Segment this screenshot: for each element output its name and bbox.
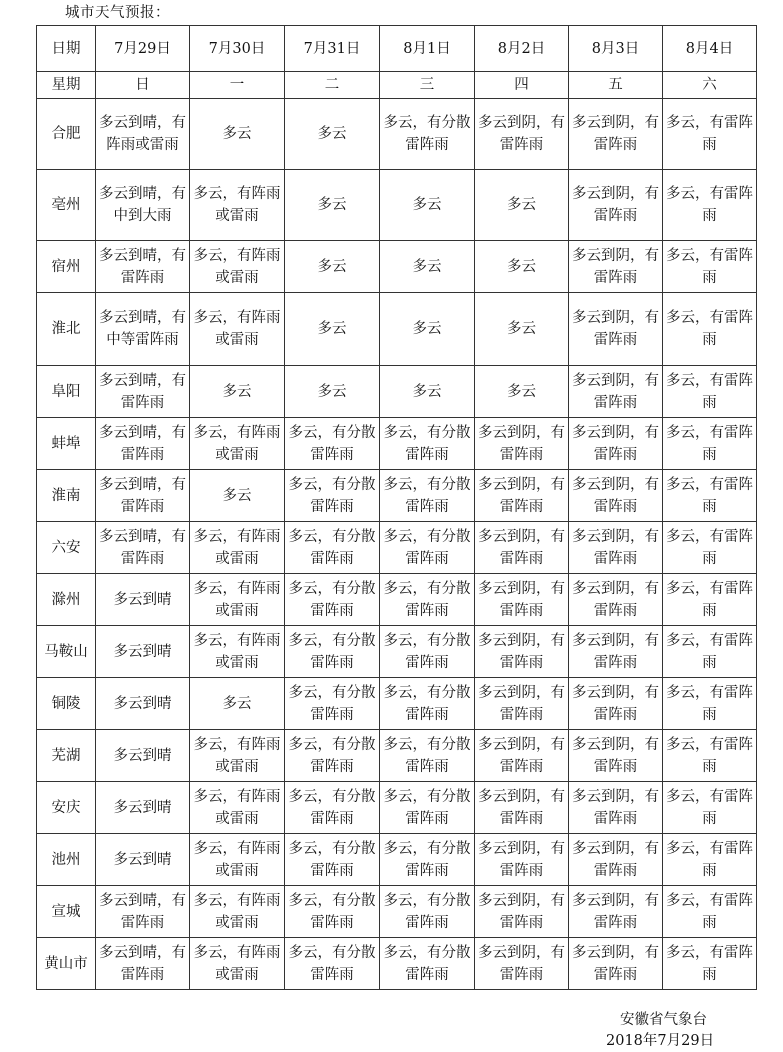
forecast-cell: 多云，有分散雷阵雨 (380, 886, 475, 938)
forecast-cell: 多云，有雷阵雨 (663, 886, 757, 938)
date-header-cell: 8月2日 (475, 26, 569, 72)
forecast-cell: 多云到晴 (96, 782, 190, 834)
forecast-cell: 多云到阴，有雷阵雨 (475, 782, 569, 834)
city-name: 安庆 (37, 782, 96, 834)
forecast-cell: 多云，有分散雷阵雨 (380, 626, 475, 678)
forecast-cell: 多云到阴，有雷阵雨 (569, 678, 663, 730)
forecast-cell: 多云 (285, 241, 380, 293)
date-header-cell: 8月4日 (663, 26, 757, 72)
forecast-cell: 多云 (475, 366, 569, 418)
forecast-cell: 多云 (380, 170, 475, 241)
forecast-cell: 多云到阴，有雷阵雨 (475, 886, 569, 938)
forecast-cell: 多云，有分散雷阵雨 (380, 99, 475, 170)
forecast-cell: 多云到阴，有雷阵雨 (569, 470, 663, 522)
forecast-cell: 多云，有阵雨或雷雨 (190, 626, 285, 678)
city-name: 宣城 (37, 886, 96, 938)
forecast-cell: 多云，有雷阵雨 (663, 470, 757, 522)
date-header-label: 日期 (37, 26, 96, 72)
forecast-cell: 多云到阴，有雷阵雨 (475, 626, 569, 678)
forecast-cell: 多云到阴，有雷阵雨 (475, 938, 569, 990)
forecast-cell: 多云，有雷阵雨 (663, 938, 757, 990)
date-header-cell: 7月29日 (96, 26, 190, 72)
table-row (37, 418, 757, 470)
forecast-cell: 多云到晴，有中到大雨 (96, 170, 190, 241)
weekday-header-row (37, 72, 757, 99)
forecast-cell: 多云，有分散雷阵雨 (380, 782, 475, 834)
city-name: 淮南 (37, 470, 96, 522)
forecast-cell: 多云到晴 (96, 834, 190, 886)
table-row (37, 834, 757, 886)
forecast-cell: 多云，有分散雷阵雨 (380, 834, 475, 886)
forecast-cell: 多云，有雷阵雨 (663, 522, 757, 574)
forecast-cell: 多云到晴，有雷阵雨 (96, 366, 190, 418)
forecast-cell: 多云 (475, 170, 569, 241)
forecast-cell: 多云，有阵雨或雷雨 (190, 241, 285, 293)
city-name: 滁州 (37, 574, 96, 626)
forecast-cell: 多云，有阵雨或雷雨 (190, 170, 285, 241)
weekday-header-cell: 四 (475, 72, 569, 99)
date-header-cell: 8月1日 (380, 26, 475, 72)
forecast-cell: 多云，有雷阵雨 (663, 574, 757, 626)
forecast-cell: 多云到阴，有雷阵雨 (569, 366, 663, 418)
forecast-cell: 多云，有雷阵雨 (663, 730, 757, 782)
forecast-cell: 多云到阴，有雷阵雨 (569, 99, 663, 170)
forecast-cell: 多云到晴，有雷阵雨 (96, 470, 190, 522)
forecast-cell: 多云到阴，有雷阵雨 (569, 730, 663, 782)
forecast-cell: 多云 (475, 293, 569, 366)
forecast-cell: 多云到晴，有雷阵雨 (96, 418, 190, 470)
forecast-cell: 多云 (380, 293, 475, 366)
forecast-cell: 多云，有雷阵雨 (663, 418, 757, 470)
table-row (37, 170, 757, 241)
forecast-cell: 多云到阴，有雷阵雨 (475, 730, 569, 782)
forecast-cell: 多云，有雷阵雨 (663, 626, 757, 678)
forecast-cell: 多云到晴，有雷阵雨 (96, 522, 190, 574)
forecast-cell: 多云，有分散雷阵雨 (285, 730, 380, 782)
city-name: 蚌埠 (37, 418, 96, 470)
table-row (37, 782, 757, 834)
forecast-cell: 多云到阴，有雷阵雨 (569, 241, 663, 293)
forecast-cell: 多云，有分散雷阵雨 (380, 938, 475, 990)
city-name: 亳州 (37, 170, 96, 241)
date-header-cell: 7月31日 (285, 26, 380, 72)
weekday-header-cell: 日 (96, 72, 190, 99)
forecast-cell: 多云到阴，有雷阵雨 (569, 418, 663, 470)
forecast-cell: 多云到晴 (96, 730, 190, 782)
forecast-cell: 多云，有分散雷阵雨 (285, 626, 380, 678)
forecast-cell: 多云到晴，有雷阵雨 (96, 241, 190, 293)
forecast-cell: 多云到阴，有雷阵雨 (569, 522, 663, 574)
forecast-cell: 多云，有雷阵雨 (663, 170, 757, 241)
forecast-cell: 多云，有分散雷阵雨 (285, 470, 380, 522)
forecast-cell: 多云 (190, 366, 285, 418)
date-header-cell: 8月3日 (569, 26, 663, 72)
forecast-cell: 多云，有阵雨或雷雨 (190, 293, 285, 366)
forecast-cell: 多云到晴 (96, 574, 190, 626)
table-row (37, 470, 757, 522)
forecast-cell: 多云到阴，有雷阵雨 (475, 522, 569, 574)
forecast-cell: 多云到晴，有雷阵雨 (96, 938, 190, 990)
forecast-cell: 多云，有雷阵雨 (663, 293, 757, 366)
forecast-cell: 多云 (475, 241, 569, 293)
forecast-cell: 多云，有阵雨或雷雨 (190, 886, 285, 938)
table-row (37, 574, 757, 626)
forecast-cell: 多云到阴，有雷阵雨 (475, 834, 569, 886)
forecast-cell: 多云到阴，有雷阵雨 (569, 170, 663, 241)
table-row (37, 626, 757, 678)
city-name: 淮北 (37, 293, 96, 366)
weekday-header-cell: 一 (190, 72, 285, 99)
city-name: 合肥 (37, 99, 96, 170)
forecast-cell: 多云，有阵雨或雷雨 (190, 730, 285, 782)
city-name: 六安 (37, 522, 96, 574)
forecast-cell: 多云，有阵雨或雷雨 (190, 418, 285, 470)
forecast-cell: 多云到晴，有阵雨或雷雨 (96, 99, 190, 170)
forecast-cell: 多云，有分散雷阵雨 (285, 938, 380, 990)
forecast-cell: 多云到晴 (96, 678, 190, 730)
forecast-cell: 多云到阴，有雷阵雨 (569, 886, 663, 938)
forecast-cell: 多云到晴 (96, 626, 190, 678)
forecast-cell: 多云到阴，有雷阵雨 (569, 293, 663, 366)
city-name: 宿州 (37, 241, 96, 293)
forecast-cell: 多云到晴，有雷阵雨 (96, 886, 190, 938)
issue-date: 2018年7月29日 (606, 1033, 715, 1049)
forecast-cell: 多云，有阵雨或雷雨 (190, 938, 285, 990)
forecast-table (36, 25, 757, 990)
forecast-cell: 多云，有分散雷阵雨 (285, 678, 380, 730)
forecast-cell: 多云到阴，有雷阵雨 (475, 678, 569, 730)
table-row (37, 293, 757, 366)
forecast-cell: 多云，有分散雷阵雨 (285, 782, 380, 834)
table-row (37, 241, 757, 293)
forecast-cell: 多云到阴，有雷阵雨 (569, 938, 663, 990)
forecast-cell: 多云，有雷阵雨 (663, 834, 757, 886)
table-row (37, 678, 757, 730)
forecast-cell: 多云 (380, 366, 475, 418)
forecast-cell: 多云 (190, 678, 285, 730)
forecast-cell: 多云 (285, 366, 380, 418)
forecast-cell: 多云 (190, 99, 285, 170)
forecast-cell: 多云，有雷阵雨 (663, 366, 757, 418)
forecast-cell: 多云到阴，有雷阵雨 (475, 574, 569, 626)
table-row (37, 886, 757, 938)
forecast-cell: 多云，有分散雷阵雨 (285, 522, 380, 574)
forecast-cell: 多云，有分散雷阵雨 (285, 574, 380, 626)
forecast-cell: 多云，有分散雷阵雨 (380, 418, 475, 470)
forecast-cell: 多云，有阵雨或雷雨 (190, 834, 285, 886)
city-name: 芜湖 (37, 730, 96, 782)
weekday-header-cell: 六 (663, 72, 757, 99)
forecast-cell: 多云到阴，有雷阵雨 (475, 99, 569, 170)
forecast-cell: 多云，有雷阵雨 (663, 782, 757, 834)
city-name: 铜陵 (37, 678, 96, 730)
table-row (37, 99, 757, 170)
forecast-cell: 多云，有分散雷阵雨 (285, 834, 380, 886)
city-name: 池州 (37, 834, 96, 886)
forecast-cell: 多云到阴，有雷阵雨 (569, 574, 663, 626)
date-header-cell: 7月30日 (190, 26, 285, 72)
city-name: 阜阳 (37, 366, 96, 418)
issuing-organization: 安徽省气象台 (620, 1012, 707, 1028)
weekday-header-cell: 二 (285, 72, 380, 99)
table-row (37, 522, 757, 574)
forecast-cell: 多云，有阵雨或雷雨 (190, 574, 285, 626)
forecast-cell: 多云 (190, 470, 285, 522)
forecast-cell: 多云，有阵雨或雷雨 (190, 522, 285, 574)
forecast-cell: 多云到阴，有雷阵雨 (475, 470, 569, 522)
date-header-row (37, 26, 757, 72)
forecast-cell: 多云到阴，有雷阵雨 (569, 626, 663, 678)
forecast-cell: 多云到阴，有雷阵雨 (475, 418, 569, 470)
forecast-cell: 多云，有雷阵雨 (663, 678, 757, 730)
forecast-cell: 多云，有分散雷阵雨 (380, 678, 475, 730)
city-name: 黄山市 (37, 938, 96, 990)
forecast-cell: 多云到晴，有中等雷阵雨 (96, 293, 190, 366)
forecast-cell: 多云到阴，有雷阵雨 (569, 834, 663, 886)
forecast-cell: 多云，有分散雷阵雨 (380, 730, 475, 782)
table-row (37, 730, 757, 782)
weekday-header-cell: 三 (380, 72, 475, 99)
forecast-heading: 城市天气预报： (65, 5, 170, 21)
city-name: 马鞍山 (37, 626, 96, 678)
forecast-cell: 多云，有分散雷阵雨 (285, 418, 380, 470)
forecast-cell: 多云到阴，有雷阵雨 (569, 782, 663, 834)
forecast-cell: 多云，有雷阵雨 (663, 99, 757, 170)
forecast-cell: 多云 (285, 99, 380, 170)
weekday-header-label: 星期 (37, 72, 96, 99)
forecast-cell: 多云，有分散雷阵雨 (380, 574, 475, 626)
forecast-cell: 多云 (285, 293, 380, 366)
forecast-cell: 多云，有分散雷阵雨 (380, 470, 475, 522)
table-row (37, 938, 757, 990)
forecast-cell: 多云，有分散雷阵雨 (380, 522, 475, 574)
forecast-cell: 多云 (285, 170, 380, 241)
table-row (37, 366, 757, 418)
forecast-cell: 多云，有雷阵雨 (663, 241, 757, 293)
forecast-cell: 多云 (380, 241, 475, 293)
forecast-cell: 多云，有分散雷阵雨 (285, 886, 380, 938)
forecast-cell: 多云，有阵雨或雷雨 (190, 782, 285, 834)
weekday-header-cell: 五 (569, 72, 663, 99)
